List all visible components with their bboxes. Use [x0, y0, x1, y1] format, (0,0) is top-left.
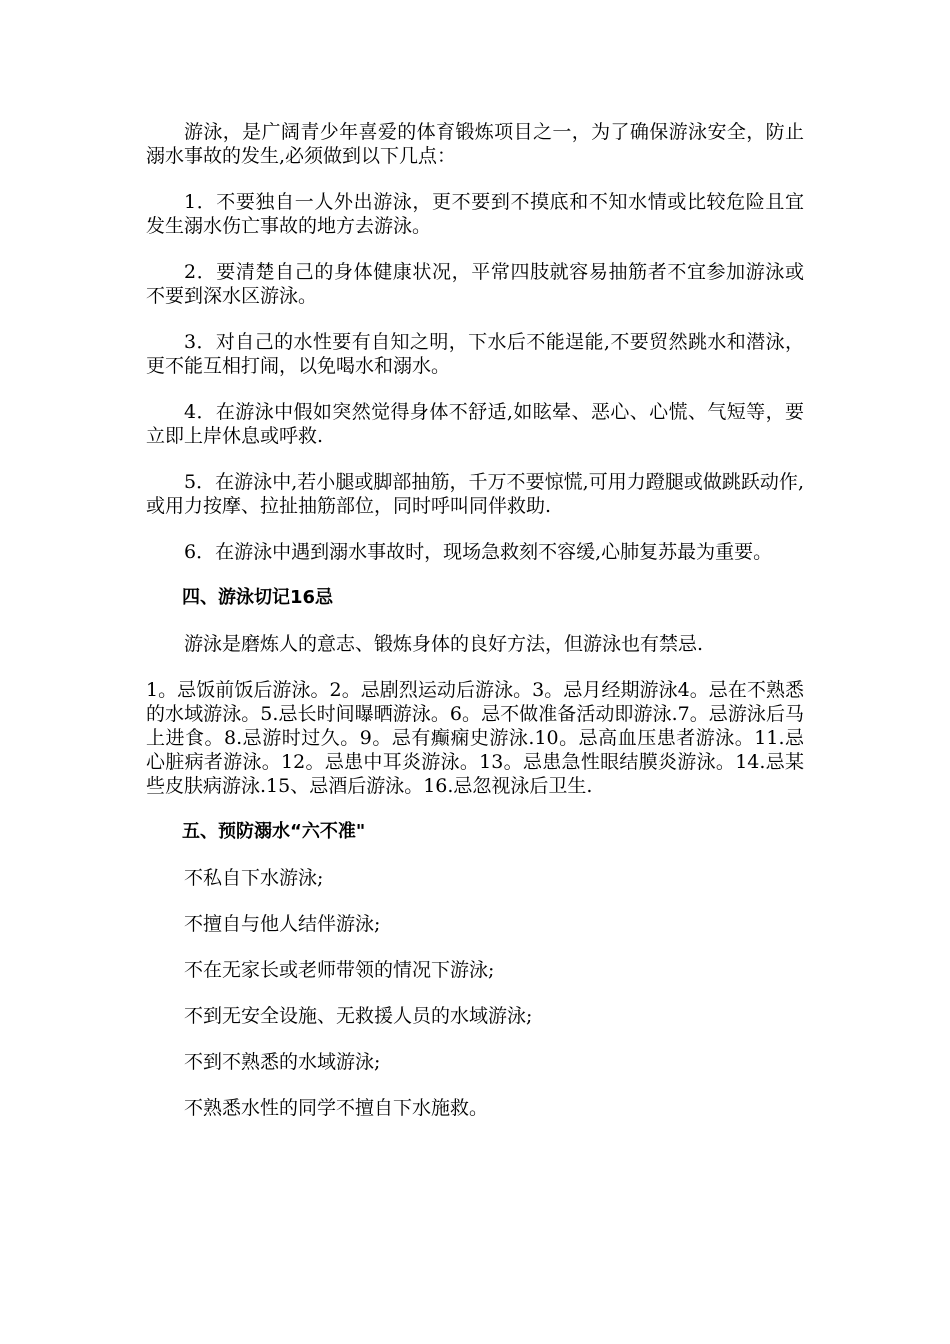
rule-item-4: 不到无安全设施、无救援人员的水域游泳; — [184, 1005, 533, 1027]
document-page — [146, 120, 804, 1142]
safety-point-4: 4．在游泳中假如突然觉得身体不舒适,如眩晕、恶心、心慌、气短等，要立即上岸休息或呼救. — [146, 401, 804, 447]
section-4-lead: 游泳是磨炼人的意志、锻炼身体的良好方法，但游泳也有禁忌. — [184, 633, 704, 655]
section-5-heading: 五、预防溺水“六不准" — [182, 821, 366, 842]
safety-point-3: 3．对自己的水性要有自知之明，下水后不能逞能,不要贸然跳水和潜泳，更不能互相打闹，以免喝水和溺水。 — [146, 331, 804, 377]
safety-point-6: 6．在游泳中遇到溺水事故时，现场急救刻不容缓,心肺复苏最为重要。 — [184, 541, 773, 563]
safety-point-1: 1．不要独自一人外出游泳，更不要到不摸底和不知水情或比较危险且宜发生溺水伤亡事故的地方去游泳。 — [146, 191, 804, 237]
taboo-list: 1。忌饭前饭后游泳。2。忌剧烈运动后游泳。3。忌月经期游泳4。忌在不熟悉的水域游泳。5.忌长时间曝晒游泳。6。忌不做准备活动即游泳.7。忌游泳后马上进食。8.忌游时过久。9。忌有癫痫史游泳.10。忌高血压患者游泳。11.忌心脏病者游泳。12。忌患中耳炎游泳。13。忌患急性眼结膜炎游泳。14.忌某些皮肤病游泳.15、忌酒后游泳。16.忌忽视泳后卫生. — [146, 679, 804, 797]
safety-point-5: 5．在游泳中,若小腿或脚部抽筋，千万不要惊慌,可用力蹬腿或做跳跃动作,或用力按摩、拉扯抽筋部位，同时呼叫同伴救助. — [146, 471, 804, 517]
safety-point-2: 2．要清楚自己的身体健康状况，平常四肢就容易抽筋者不宜参加游泳或不要到深水区游泳。 — [146, 261, 804, 307]
rule-item-6: 不熟悉水性的同学不擅自下水施救。 — [184, 1097, 489, 1119]
section-4-heading: 四、游泳切记16忌 — [182, 587, 334, 608]
rule-item-5: 不到不熟悉的水域游泳; — [184, 1051, 381, 1073]
intro-paragraph: 游泳，是广阔青少年喜爱的体育锻炼项目之一，为了确保游泳安全，防止溺水事故的发生,必须做到以下几点： — [146, 121, 804, 167]
rule-item-3: 不在无家长或老师带领的情况下游泳; — [184, 959, 495, 981]
rule-item-1: 不私自下水游泳; — [184, 867, 324, 889]
rule-item-2: 不擅自与他人结伴游泳; — [184, 913, 381, 935]
